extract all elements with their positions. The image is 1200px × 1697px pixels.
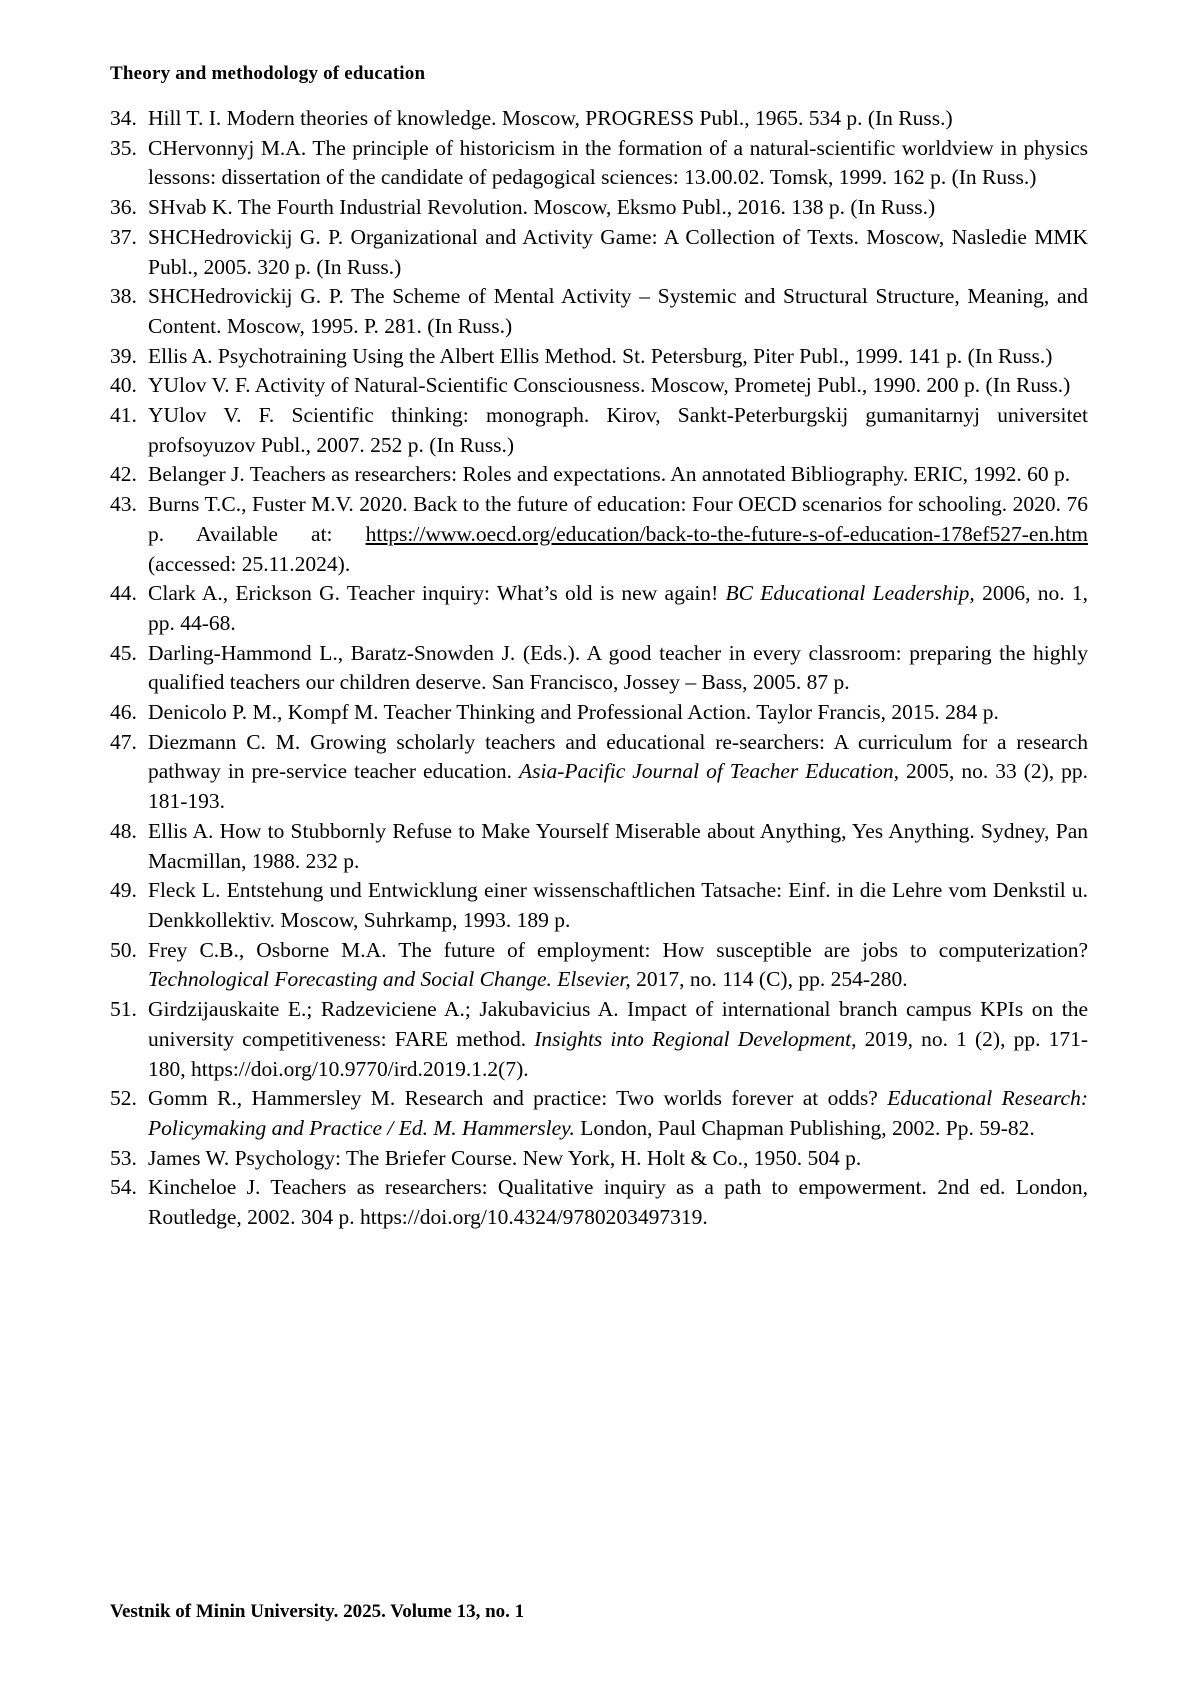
reference-item xyxy=(110,1144,1088,1174)
reference-number: 36. xyxy=(110,195,137,220)
reference-text xyxy=(148,730,1088,813)
reference-text xyxy=(148,581,1088,635)
reference-item xyxy=(110,1173,1088,1232)
reference-item xyxy=(110,104,1088,134)
reference-item xyxy=(110,936,1088,995)
reference-text xyxy=(148,1175,1088,1229)
reference-number: 49. xyxy=(110,878,137,903)
reference-text xyxy=(148,1086,1088,1140)
reference-text-segment: Gomm R., Hammersley M. Research and practice: Two worlds forever at odds? xyxy=(148,1086,888,1111)
reference-text-segment: Frey C.B., Osborne M.A. The future of employment: How susceptible are jobs to computerization? xyxy=(148,937,1088,962)
reference-text-segment: BC Educational Leadership, xyxy=(725,581,975,606)
running-head: Theory and methodology of education xyxy=(110,63,426,84)
reference-item xyxy=(110,995,1088,1084)
reference-text-segment: James W. Psychology: The Briefer Course. New York, H. Holt & Co., 1950. 504 p. xyxy=(148,1145,862,1170)
reference-text xyxy=(148,492,1088,575)
references-list xyxy=(110,104,1088,1233)
reference-text-segment: Hill T. I. Modern theories of knowledge. Moscow, PROGRESS Publ., 1965. 534 p. (In Russ.) xyxy=(148,106,953,130)
reference-text-segment: Fleck L. Entstehung und Entwicklung einer wissenschaftlichen Tatsache: Einf. in die Lehre vom Denkstil u. Denkkollektiv. Moscow, Suhrkamp, 1993. 189 p. xyxy=(148,878,1088,932)
reference-text-segment: Ellis A. How to Stubbornly Refuse to Make Yourself Miserable about Anything, Yes Anything. Sydney, Pan Macmillan, 1988. 232 p. xyxy=(148,818,1088,873)
reference-number: 50. xyxy=(110,937,137,962)
reference-text-segment: Burns T.C., Fuster M.V. 2020. Back to the future of education: Four OECD scenarios for schooling. 2020. 76 p. Available at: xyxy=(148,492,1088,546)
reference-url-link[interactable]: https://www.oecd.org/education/back-to-the-future-s-of-education-178ef527-en.htm xyxy=(365,521,1088,546)
reference-number: 35. xyxy=(110,135,137,160)
reference-text-segment: YUlov V. F. Activity of Natural-Scientific Consciousness. Moscow, Prometej Publ., 1990. 200 p. (In Russ.) xyxy=(148,373,1071,398)
reference-text-segment: SHCHedrovickij G. P. Organizational and Activity Game: A Collection of Texts. Moscow, Nasledie MMK Publ., 2005. 320 p. (In Russ.) xyxy=(148,224,1088,279)
reference-number: 39. xyxy=(110,343,137,368)
reference-number: 45. xyxy=(110,640,137,665)
reference-text-segment: Clark A., Erickson G. Teacher inquiry: What’s old is new again! xyxy=(148,581,726,606)
reference-text xyxy=(148,1146,861,1170)
reference-text-segment: Technological Forecasting and Social Change. Elsevier, xyxy=(148,967,631,992)
reference-number: 41. xyxy=(110,403,137,428)
reference-number: 46. xyxy=(110,700,137,725)
reference-number: 40. xyxy=(110,373,137,398)
reference-number: 42. xyxy=(110,462,137,487)
reference-item xyxy=(110,342,1088,372)
reference-item xyxy=(110,876,1088,935)
reference-text xyxy=(148,462,1070,486)
reference-text xyxy=(148,284,1088,338)
reference-text-segment: SHCHedrovickij G. P. The Scheme of Mental Activity – Systemic and Structural Structure, Meaning, and Content. Moscow, 1995. P. 281. (In Russ.) xyxy=(148,284,1088,338)
reference-number: 53. xyxy=(110,1145,137,1170)
reference-item xyxy=(110,401,1088,460)
reference-item xyxy=(110,579,1088,638)
reference-text-segment: Darling-Hammond L., Baratz-Snowden J. (Eds.). A good teacher in every classroom: preparing the highly qualified teachers our children deserve. San Francisco, Jossey – Bass, 2005. 87 p. xyxy=(148,640,1088,695)
reference-text-segment: Educational Research: Policymaking and Practice / Ed. M. Hammersley. xyxy=(148,1086,1089,1140)
reference-item xyxy=(110,728,1088,817)
reference-item xyxy=(110,282,1088,341)
reference-item xyxy=(110,1084,1088,1143)
reference-item xyxy=(110,134,1088,193)
reference-text-segment: London, Paul Chapman Publishing, 2002. Pp. 59-82. xyxy=(574,1115,1035,1140)
reference-number: 37. xyxy=(110,224,137,249)
reference-text xyxy=(148,819,1088,873)
reference-text xyxy=(148,403,1088,457)
reference-item xyxy=(110,371,1088,401)
reference-text-segment: SHvab K. The Fourth Industrial Revolution. Moscow, Eksmo Publ., 2016. 138 p. (In Russ.) xyxy=(148,195,936,220)
reference-text-segment: Girdzijauskaite E.; Radzeviciene A.; Jakubavicius A. Impact of international branch campus KPIs on the university competitiveness: FARE method. xyxy=(148,997,1088,1051)
reference-text xyxy=(148,997,1088,1080)
reference-number: 47. xyxy=(110,729,137,754)
reference-text-segment: (accessed: 25.11.2024). xyxy=(148,551,351,576)
reference-text xyxy=(148,700,999,724)
reference-number: 54. xyxy=(110,1175,137,1200)
reference-text-segment: Insights into Regional Development, xyxy=(534,1026,857,1051)
journal-footer: Vestnik of Minin University. 2025. Volume 13, no. 1 xyxy=(110,1601,525,1622)
reference-text-segment: 2017, no. 114 (C), pp. 254-280. xyxy=(630,967,908,992)
reference-text xyxy=(148,373,1070,397)
reference-text xyxy=(148,136,1088,190)
reference-text xyxy=(148,938,1088,992)
reference-text xyxy=(148,344,1052,368)
reference-text-segment: Diezmann C. M. Growing scholarly teachers and educational re-searchers: A curriculum for a research pathway in pre-service teacher education. xyxy=(148,729,1088,784)
reference-text xyxy=(148,878,1088,932)
reference-number: 52. xyxy=(110,1086,137,1111)
reference-text-segment: Asia-Pacific Journal of Teacher Education, xyxy=(518,759,900,784)
reference-text-segment: 2005, no. 33 (2), pp. 181-193. xyxy=(148,759,1088,814)
reference-text xyxy=(148,641,1088,695)
reference-number: 48. xyxy=(110,818,137,843)
reference-text-segment: Belanger J. Teachers as researchers: Roles and expectations. An annotated Bibliography. ERIC, 1992. 60 p. xyxy=(148,462,1071,487)
reference-text xyxy=(148,195,935,219)
reference-text-segment: CHervonnyj M.A. The principle of historicism in the formation of a natural-scientific worldview in physics lessons: dissertation of the candidate of pedagogical sciences: 13.00.02. Tomsk, 1999. 162 p. (In Russ.) xyxy=(148,135,1088,190)
reference-number: 38. xyxy=(110,284,137,309)
reference-text-segment: Kincheloe J. Teachers as researchers: Qualitative inquiry as a path to empowerment. 2nd ed. London, Routledge, 2002. 304 p. https://doi.org/10.4324/9780203497319. xyxy=(148,1175,1088,1230)
reference-number: 44. xyxy=(110,581,137,606)
reference-text-segment: 2006, no. 1, pp. 44-68. xyxy=(148,581,1089,635)
reference-text xyxy=(148,225,1088,279)
reference-number: 43. xyxy=(110,492,137,517)
reference-item xyxy=(110,490,1088,579)
reference-item xyxy=(110,698,1088,728)
reference-number: 51. xyxy=(110,997,137,1022)
reference-text-segment: Denicolo P. M., Kompf M. Teacher Thinking and Professional Action. Taylor Francis, 2015. 284 p. xyxy=(148,700,999,725)
reference-text xyxy=(148,106,953,130)
reference-item xyxy=(110,817,1088,876)
reference-text-segment: Ellis A. Psychotraining Using the Albert Ellis Method. St. Petersburg, Piter Publ., 1999. 141 p. (In Russ.) xyxy=(148,343,1053,368)
reference-text-segment: 2019, no. 1 (2), pp. 171-180, https://doi.org/10.9770/ird.2019.1.2(7). xyxy=(148,1026,1088,1081)
reference-item xyxy=(110,639,1088,698)
reference-item xyxy=(110,223,1088,282)
reference-item xyxy=(110,460,1088,490)
reference-text-segment: YUlov V. F. Scientific thinking: monograph. Kirov, Sankt-Peterburgskij gumanitarnyj universitet profsoyuzov Publ., 2007. 252 p. (In Russ.) xyxy=(148,403,1088,457)
reference-item xyxy=(110,193,1088,223)
reference-number: 34. xyxy=(110,106,137,130)
